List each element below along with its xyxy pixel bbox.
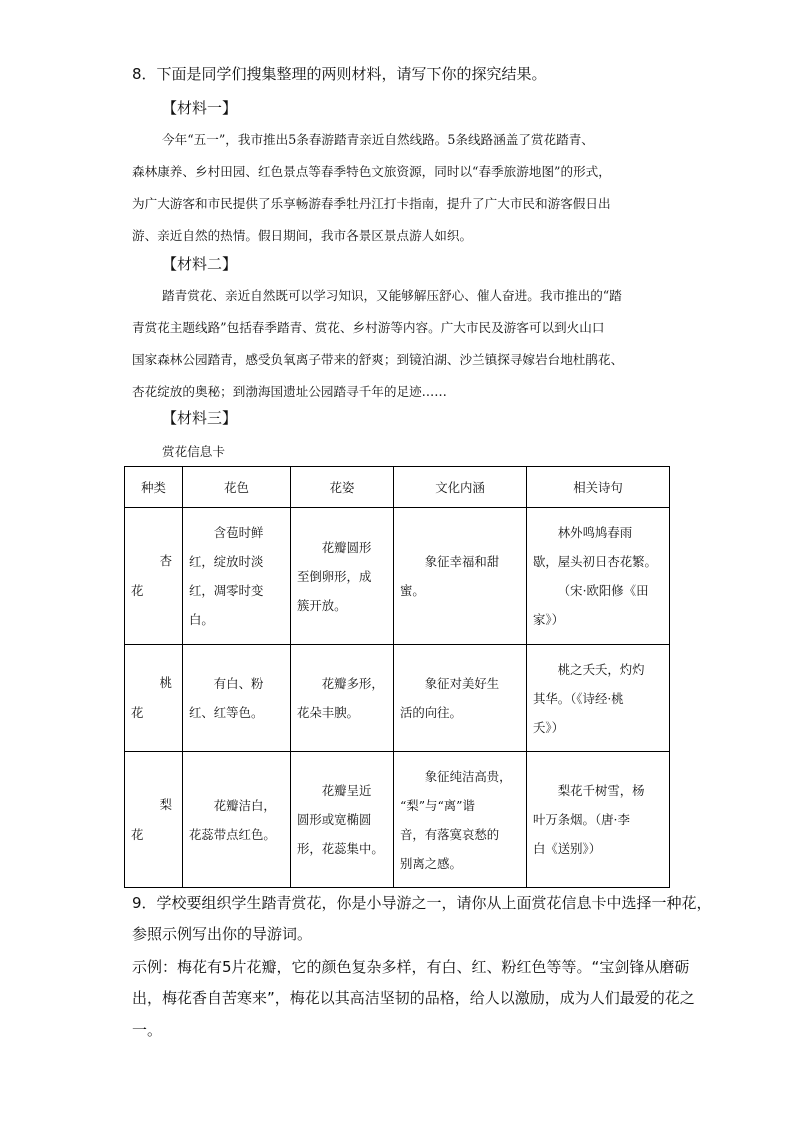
material-2-line: 踏青赏花、亲近自然既可以学习知识，又能够解压舒心、催人奋进。我市推出的“踏 [162,288,622,303]
cell-line: 簇开放。 [297,597,347,613]
cell-line: 梨花千树雪，杨 [557,783,645,798]
cell-poem [527,508,670,645]
cell-line: 象征纯洁高贵， [424,768,512,784]
cell-color [183,645,291,752]
cell-line: （宋·欧阳修《田 [557,583,649,598]
cell-line: 有白、粉 [213,676,264,691]
cell-culture [394,645,527,752]
example-line: 一。 [132,1021,163,1039]
cell-line: 花瓣圆形 [321,539,372,555]
cell-line: 红，绽放时淡 [189,554,264,569]
cell-poem [527,752,670,888]
example-line: 示例：梅花有5片花瓣，它的颜色复杂多样，有白、红、粉红色等等。“宝剑锋从磨砺 [132,958,690,976]
material-1-line: 森林康养、乡村田园、红色景点等春季特色文旅资源，同时以“春季旅游地图”的形式， [132,164,611,179]
cell-line: 象征对美好生 [424,676,500,691]
cell-line: 叶万条烟。（唐·李 [533,812,630,827]
kind-char: 桃 [159,675,172,690]
cell-line: 花蕊带点红色。 [189,826,276,842]
cell-kind [125,752,183,888]
cell-line: 红，凋零时变 [189,583,264,598]
cell-line: 至倒卵形，成 [297,568,372,584]
cell-posture [291,645,394,752]
cell-line: 林外鸣鸠春雨 [557,525,633,540]
cell-line: 花瓣呈近 [321,783,372,798]
header-culture: 文化内涵 [394,467,527,508]
kind-char: 花 [131,826,144,842]
material-1-line: 为广大游客和市民提供了乐享畅游春季牡丹江打卡指南，提升了广大市民和游客假日出 [132,196,611,211]
material-2-line: 杏花绽放的奥秘；到渤海国遗址公园踏寻千年的足迹…… [132,384,447,399]
kind-char: 梨 [159,796,172,812]
flower-card-title: 赏花信息卡 [162,444,225,459]
material-1-text [132,124,672,252]
table-header-row [125,467,670,508]
table-row [125,645,670,752]
cell-line: 含苞时鲜 [213,525,264,540]
header-poem: 相关诗句 [527,467,670,508]
question-9-line: 9．学校要组织学生踏青赏花，你是小导游之一，请你从上面赏花信息卡中选择一种花， [132,894,712,912]
table-row [125,508,670,645]
question-9-line: 参照示例写出你的导游词。 [132,925,313,943]
material-2-line: 国家森林公园踏青，感受负氧离子带来的舒爽；到镜泊湖、沙兰镇探寻嫁岩台地杜鹃花、 [132,352,624,367]
material-1-line: 游、亲近自然的热情。假日期间，我市各景区景点游人如织。 [132,228,473,243]
cell-color [183,752,291,888]
cell-line: 蜜。 [400,583,425,598]
cell-line: 花瓣洁白， [213,797,276,813]
kind-char: 花 [131,705,144,720]
cell-line: 家》） [533,612,564,627]
material-1-title: 【材料一】 [162,99,238,117]
cell-line: 红、红等色。 [189,705,264,720]
cell-line: 桃之夭夭，灼灼 [557,661,645,677]
cell-posture [291,508,394,645]
material-2-title: 【材料二】 [162,255,238,273]
question-8-stem: 8．下面是同学们搜集整理的两则材料，请写下你的探究结果。 [132,65,547,83]
cell-line: 歇，屋头初日杏花繁。 [533,554,657,569]
cell-culture [394,752,527,888]
example-line: 出，梅花香自苦寒来”，梅花以其高洁坚韧的品格，给人以激励，成为人们最爱的花之 [132,989,695,1007]
kind-char: 花 [131,583,144,598]
cell-line: 活的向往。 [400,705,462,720]
cell-line: 其华。（《诗经·桃 [533,690,624,706]
cell-line: 白。 [189,612,214,627]
cell-line: 夭》） [533,719,564,735]
cell-line: 音，有落寞哀愁的 [400,826,500,842]
material-2-text [132,280,672,408]
cell-kind [125,645,183,752]
header-color: 花色 [183,467,291,508]
cell-color [183,508,291,645]
material-2-line: 青赏花主题线路”包括春季踏青、赏花、乡村游等内容。广大市民及游客可以到火山口 [132,320,605,335]
cell-line: 别离之感。 [400,855,462,871]
table-row [125,752,670,888]
cell-kind [125,508,183,645]
header-posture: 花姿 [291,467,394,508]
flower-info-table [124,466,670,888]
cell-line: 象征幸福和甜 [424,554,500,569]
cell-line: 花瓣多形， [321,676,384,691]
cell-line: 白《送别》） [533,841,602,856]
cell-line: “梨”与“离”谐 [400,797,475,813]
header-kind: 种类 [125,467,183,508]
material-1-line: 今年“五一”，我市推出5条春游踏青亲近自然线路。5条线路涵盖了赏花踏青、 [162,132,594,147]
material-3-title: 【材料三】 [162,409,238,427]
cell-culture [394,508,527,645]
cell-line: 形，花蕊集中。 [297,841,384,856]
cell-line: 花朵丰腴。 [297,705,359,720]
kind-char: 杏 [159,553,172,568]
cell-poem [527,645,670,752]
cell-posture [291,752,394,888]
cell-line: 圆形或宽椭圆 [297,812,372,827]
